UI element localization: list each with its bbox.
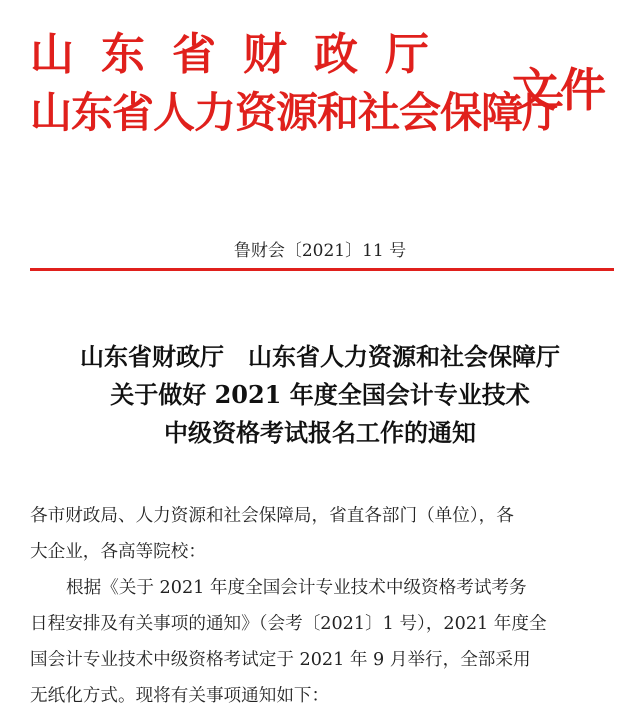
title-line-2: 关于做好 2021 年度全国会计专业技术 [110, 380, 530, 409]
notice-title [0, 338, 640, 452]
title-issuer-2: 山东省人力资源和社会保障厅 [248, 342, 560, 371]
title-issuer-1: 山东省财政厅 [80, 342, 224, 371]
title-line-3: 中级资格考试报名工作的通知 [164, 418, 476, 447]
paragraph-1-line-1: 根据《关于 2021 年度全国会计专业技术中级资格考试考务 [66, 578, 527, 598]
salutation-line-2: 大企业，各高等院校： [30, 542, 206, 562]
salutation-line-1: 各市财政局、人力资源和社会保障局，省直各部门（单位），各 [30, 506, 514, 526]
paragraph-1-line-3: 国会计专业技术中级资格考试定于 2021 年 9 月举行，全部采用 [30, 650, 531, 670]
issuer-name-finance-department: 山东省财政厅 [30, 29, 456, 80]
document-header [0, 0, 640, 150]
document-type-label: 文件 [512, 63, 608, 117]
paragraph-1-line-2: 日程安排及有关事项的通知》（会考〔2021〕1 号），2021 年度全 [30, 614, 547, 634]
notice-body [30, 498, 614, 714]
paragraph-1-line-4: 无纸化方式。现将有关事项通知如下： [30, 686, 330, 706]
title-line-1 [0, 338, 640, 376]
issuer-name-hr-social-security-department: 山东省人力资源和社会保障厅 [30, 88, 564, 137]
document-number: 鲁财会〔2021〕11 号 [233, 241, 407, 261]
header-divider-line [30, 268, 614, 271]
